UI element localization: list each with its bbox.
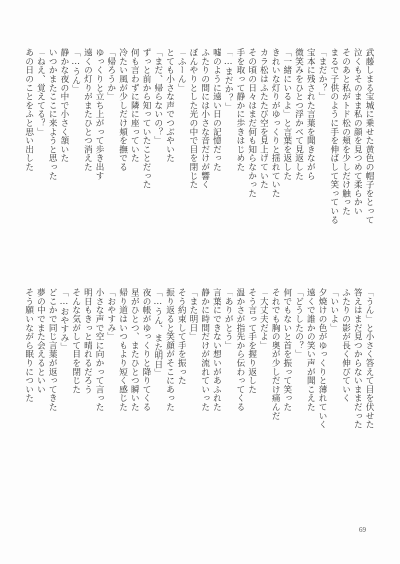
text-column: 「…まだか？」 <box>223 48 234 111</box>
text-column: 「ふーん」 <box>176 48 187 92</box>
text-column: そう言って手を握り返した <box>246 288 257 394</box>
text-column: 宝本に残された言葉を聞きながら <box>305 48 316 180</box>
text-column: ぼんやりとした光の中で目を閉じた <box>188 48 198 189</box>
text-column: 答えはまだ見つからないままだった <box>352 288 363 429</box>
text-column: 「一緒にいるよ」と言葉を返した <box>282 48 292 180</box>
text-column: そんな気がして目を閉じた <box>70 288 81 394</box>
text-column: 夢の中でまた会えるといい <box>35 288 46 394</box>
text-column: 夕焼けの色がゆっくりと薄れていく <box>317 288 328 429</box>
text-column: そう願いながら眠りについた <box>23 288 34 403</box>
text-column: 嘘のように遠い日の記憶だった <box>211 48 222 172</box>
text-column: 静かに時間だけが流れていった <box>199 288 210 412</box>
text-column: 泣くもそのまま私の顔を見つめて柔らかい <box>352 48 363 216</box>
text-column: 「帰ろうか」 <box>106 48 116 101</box>
text-column: それでも胸の奥が少しだけ痛んだ <box>270 288 281 420</box>
text-column: 武藤しまる宝城に乗せた黄色の帽子をとって <box>364 48 374 224</box>
text-column: ゆっくりと立ち上がって歩き出す <box>94 48 105 180</box>
text-column: 小さな声で空に向かって言った <box>94 288 105 412</box>
text-column: 「いいよ」 <box>329 288 339 332</box>
text-column: きれいな灯りがゆっくりと揺れていた <box>270 48 281 198</box>
text-column: 静かな夜の中で小さく頷いた <box>59 48 69 163</box>
text-column: そのあと私がトド松の頬を少しだけ触った <box>340 48 351 216</box>
text-column: 「まだ、帰らないの？」 <box>153 48 163 145</box>
text-column: 夜の帳がゆっくりと降りてくる <box>141 288 152 412</box>
text-column: 「うん」と小さく答えて目を伏せた <box>364 288 374 429</box>
text-column: 「大丈夫だよ」 <box>258 288 269 350</box>
text-column: 振り返ると笑顔がそこにあった <box>164 288 175 412</box>
text-column: 手を取って静かに歩きはじめた <box>235 48 245 172</box>
text-column: カラ松はふたたび空を見上げていた <box>258 48 269 189</box>
text-column: 「また明日」 <box>188 288 198 341</box>
text-column: 温かさが指先から伝わってくる <box>235 288 245 412</box>
text-column: 何でもないと首を振って笑った <box>282 288 292 412</box>
text-column: ずっと前から知っていたことだった <box>141 48 152 189</box>
text-column: 「おやすみ」 <box>106 288 116 341</box>
text-column: どこかで同じ言葉が返ってきた <box>47 288 58 412</box>
text-column: 「まだか？」 <box>317 48 328 101</box>
text-column: 「ありがとう」 <box>223 288 234 350</box>
text-column: その頃の日々はまだ何も知らなかった <box>246 48 257 198</box>
text-column: 「ねえ、覚えてる？」 <box>35 48 46 136</box>
text-column: 帰り道はいつもより短く感じた <box>117 288 128 412</box>
text-column: まるで子供のように手を伸ばして笑っている <box>329 48 339 224</box>
text-column: 「…うん」 <box>70 48 81 94</box>
text-column: 「どうしたの？」 <box>293 288 304 359</box>
text-column: 言葉にできない想いがあふれた <box>211 288 222 412</box>
text-column: 星がひとつ、またひとつ瞬いた <box>129 288 140 412</box>
text-block-top <box>24 48 374 266</box>
text-column: 明日もきっと晴れるだろう <box>82 288 93 394</box>
text-column: 遠くで誰かの笑い声が聞こえた <box>305 288 316 412</box>
text-column: 「…うん、また明日」 <box>153 288 163 378</box>
text-block-bottom <box>24 288 374 524</box>
text-column: 遠くの灯りがまたひとつ消えた <box>82 48 93 172</box>
text-column: 微笑みをひとつ浮かべて見返した <box>293 48 304 180</box>
page-number: 69 <box>359 526 366 534</box>
text-column: 「…おやすみ」 <box>59 288 69 351</box>
text-column: ふたりの間には小さな音だけが響く <box>199 48 210 189</box>
text-column: そう約束して手を振った <box>176 288 187 385</box>
text-column: あの日のことをふと思い出した <box>23 48 34 172</box>
text-column: ふたりの影が長く伸びていく <box>340 288 351 403</box>
text-column: 冷たい風が少しだけ頬を撫でる <box>117 48 128 172</box>
text-column: 何も言わずに隣に座っていた <box>129 48 140 163</box>
text-column: とても小さな声でつぶやいた <box>164 48 175 163</box>
text-column: いつかまたここに来ようと思った <box>47 48 58 180</box>
